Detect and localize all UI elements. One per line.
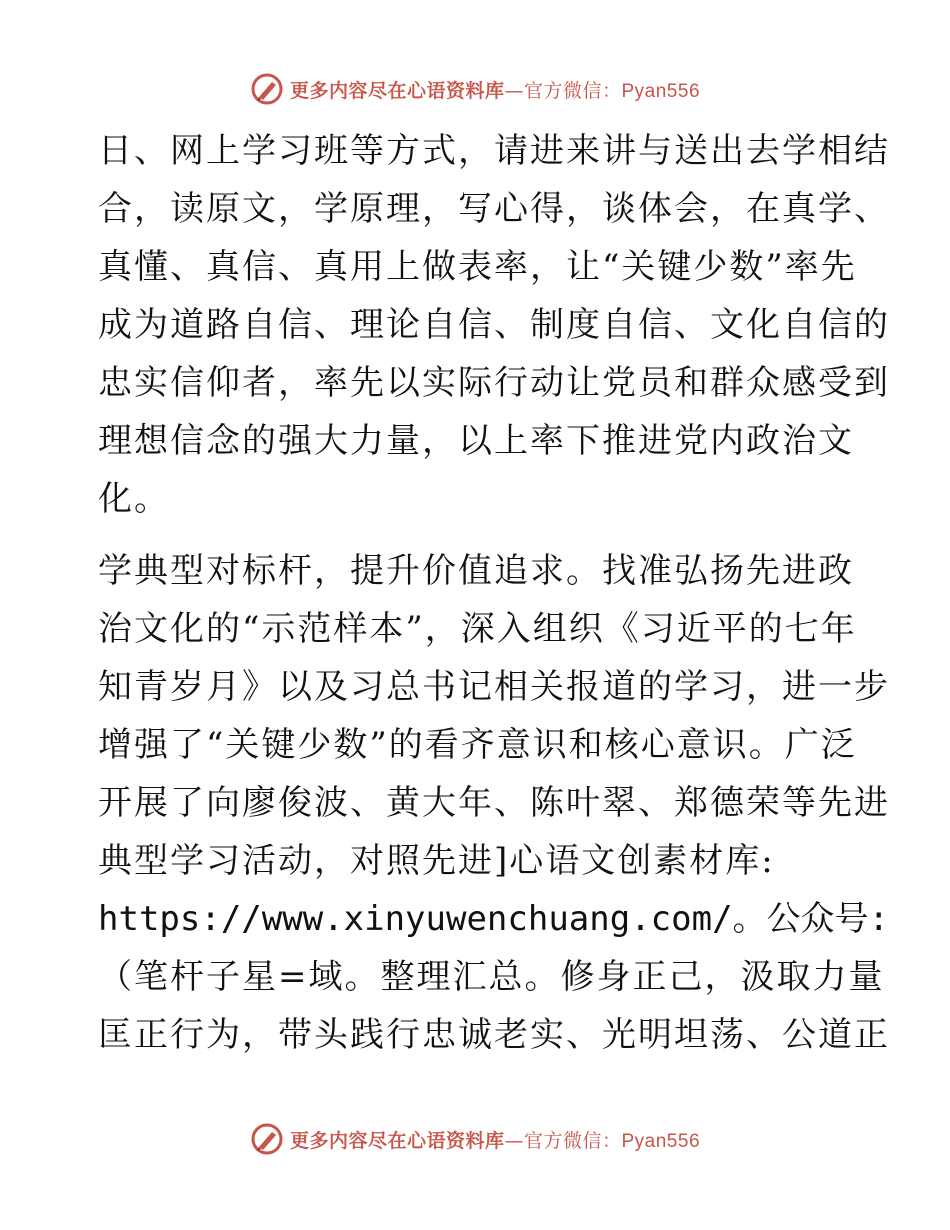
text-line: 学典型对标杆，提升价值追求。找准弘扬先进政 <box>98 551 854 591</box>
document-body <box>98 122 890 1064</box>
text-line: 匡正行为，带头践行忠诚老实、光明坦荡、公道正 <box>98 1015 890 1055</box>
footer-banner-text <box>290 1126 700 1153</box>
banner-contact-label: 官方微信： <box>523 1129 622 1152</box>
url-line: https://www.xinyuwenchuang.com/。公众号: <box>98 899 890 939</box>
text-line: 忠实信仰者，率先以实际行动让党员和群众感受到 <box>98 363 890 403</box>
banner-separator: — <box>504 1129 524 1152</box>
banner-brand: 更多内容尽在心语资料库 <box>289 1129 505 1152</box>
text-line: 日、网上学习班等方式，请进来讲与送出去学相结 <box>98 131 890 171</box>
banner-contact-label: 官方微信： <box>523 79 622 102</box>
banner-brand: 更多内容尽在心语资料库 <box>289 79 505 102</box>
text-line: 典型学习活动，对照先进]心语文创素材库: <box>98 841 775 881</box>
text-line: 增强了“关键少数”的看齐意识和核心意识。广泛 <box>98 725 857 765</box>
text-line: （笔杆子星=域。整理汇总。修身正己，汲取力量 <box>98 957 885 997</box>
footer-watermark-banner <box>0 1122 950 1156</box>
text-line: 理想信念的强大力量，以上率下推进党内政治文 <box>98 421 854 461</box>
text-line: 治文化的“示范样本”，深入组织《习近平的七年 <box>98 609 857 649</box>
text-line: 真懂、真信、真用上做表率，让“关键少数”率先 <box>98 247 857 287</box>
text-line: 开展了向廖俊波、黄大年、陈叶翠、郑德荣等先进 <box>98 783 890 823</box>
text-line: 化。 <box>98 479 170 519</box>
banner-contact-id: Pyan556 <box>621 80 701 102</box>
banner-contact-id: Pyan556 <box>621 1130 701 1152</box>
pen-logo-icon <box>250 72 284 106</box>
header-watermark-banner <box>0 72 950 106</box>
banner-separator: — <box>504 79 524 102</box>
header-banner-text <box>290 76 700 103</box>
text-line: 成为道路自信、理论自信、制度自信、文化自信的 <box>98 305 890 345</box>
text-line: 合，读原文，学原理，写心得，谈体会，在真学、 <box>98 189 890 229</box>
pen-logo-icon <box>250 1122 284 1156</box>
text-line: 知青岁月》以及习总书记相关报道的学习，进一步 <box>98 667 890 707</box>
